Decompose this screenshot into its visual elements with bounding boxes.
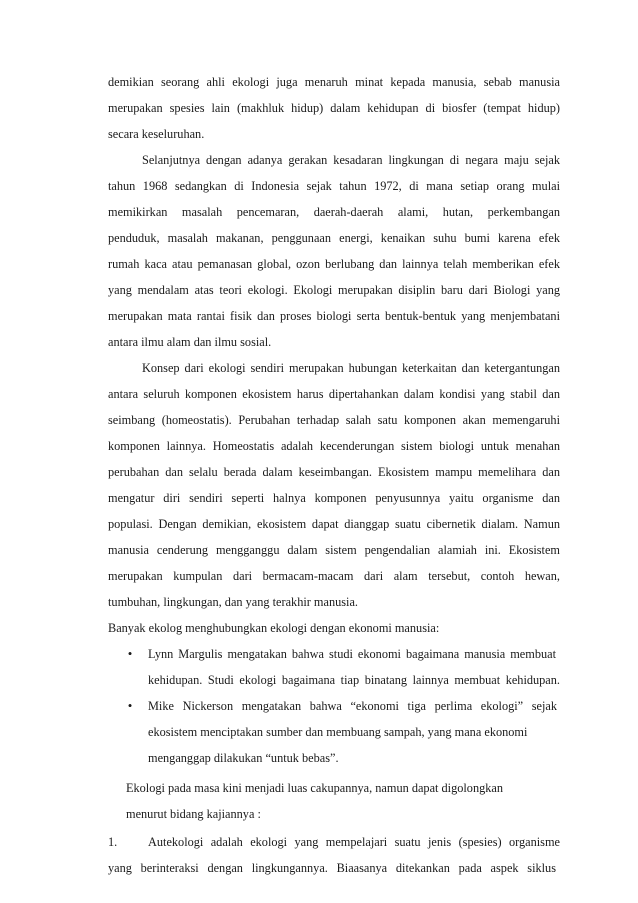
paragraph-line: mengatur diri sendiri seperti halnya komponen penyusunnya yaitu organisme dan: [108, 491, 560, 505]
paragraph-line: tahun 1968 sedangkan di Indonesia sejak tahun 1972, di mana setiap orang mulai: [108, 179, 560, 193]
paragraph-line: penduduk, masalah makanan, penggunaan energi, kenaikan suhu bumi karena efek: [108, 231, 560, 245]
paragraph-line: menurut bidang kajiannya :: [126, 807, 261, 821]
paragraph-line: Selanjutnya dengan adanya gerakan kesadaran lingkungan di negara maju sejak: [142, 153, 560, 167]
paragraph-line: Konsep dari ekologi sendiri merupakan hubungan keterkaitan dan ketergantungan: [142, 361, 560, 375]
numbered-item-line: yang berinteraksi dengan lingkungannya. Biaasanya ditekankan pada aspek siklus: [108, 861, 556, 875]
paragraph-line: manusia cenderung mengganggu dalam sistem pengendalian alamiah ini. Ekosistem: [108, 543, 560, 557]
paragraph-line: merupakan mata rantai fisik dan proses biologi serta bentuk-bentuk yang menjembatani: [108, 309, 560, 323]
bullet-icon: •: [127, 698, 133, 713]
item-number: 1.: [108, 835, 118, 849]
list-item-line: kehidupan. Studi ekologi bagaimana tiap binatang lainnya membuat kehidupan.: [148, 673, 560, 687]
bullet-icon: •: [127, 646, 133, 661]
list-item-line: Lynn Margulis mengatakan bahwa studi ekonomi bagaimana manusia membuat: [148, 647, 556, 661]
list-item-line: menganggap dilakukan “untuk bebas”.: [148, 751, 339, 765]
paragraph-line: perubahan dan selalu berada dalam keseimbangan. Ekosistem mampu memelihara dan: [108, 465, 560, 479]
paragraph-line: memikirkan masalah pencemaran, daerah-daerah alami, hutan, perkembangan: [108, 205, 560, 219]
paragraph-line: populasi. Dengan demikian, ekosistem dapat dianggap suatu cibernetik dialam. Namun: [108, 517, 560, 531]
paragraph-line: seimbang (homeostatis). Perubahan terhadap salah satu komponen akan memengaruhi: [108, 413, 560, 427]
paragraph-line: tumbuhan, lingkungan, dan yang terakhir manusia.: [108, 595, 358, 609]
paragraph-line: demikian seorang ahli ekologi juga menaruh minat kepada manusia, sebab manusia: [108, 75, 560, 89]
paragraph-line: secara keseluruhan.: [108, 127, 205, 141]
paragraph-line: merupakan kumpulan dari bermacam-macam dari alam tersebut, contoh hewan,: [108, 569, 560, 583]
paragraph-line: yang mendalam atas teori ekologi. Ekologi merupakan disiplin baru dari Biologi yang: [108, 283, 560, 297]
paragraph-line: antara ilmu alam dan ilmu sosial.: [108, 335, 272, 349]
list-item-line: ekosistem menciptakan sumber dan membuang sampah, yang mana ekonomi: [148, 725, 528, 739]
intro-line: Banyak ekolog menghubungkan ekologi dengan ekonomi manusia:: [108, 621, 440, 635]
paragraph-line: rumah kaca atau pemanasan global, ozon berlubang dan lainnya telah memberikan efek: [108, 257, 560, 271]
list-item-line: Mike Nickerson mengatakan bahwa “ekonomi tiga perlima ekologi” sejak: [148, 699, 557, 713]
paragraph-line: antara seluruh komponen ekosistem harus dipertahankan dalam kondisi yang stabil dan: [108, 387, 560, 401]
paragraph-line: merupakan spesies lain (makhluk hidup) dalam kehidupan di biosfer (tempat hidup): [108, 101, 560, 115]
paragraph-line: komponen lainnya. Homeostatis adalah kecenderungan sistem biologi untuk menahan: [108, 439, 560, 453]
numbered-item-line: Autekologi adalah ekologi yang mempelajari suatu jenis (spesies) organisme: [148, 835, 560, 849]
paragraph-line: Ekologi pada masa kini menjadi luas cakupannya, namun dapat digolongkan: [126, 781, 504, 795]
